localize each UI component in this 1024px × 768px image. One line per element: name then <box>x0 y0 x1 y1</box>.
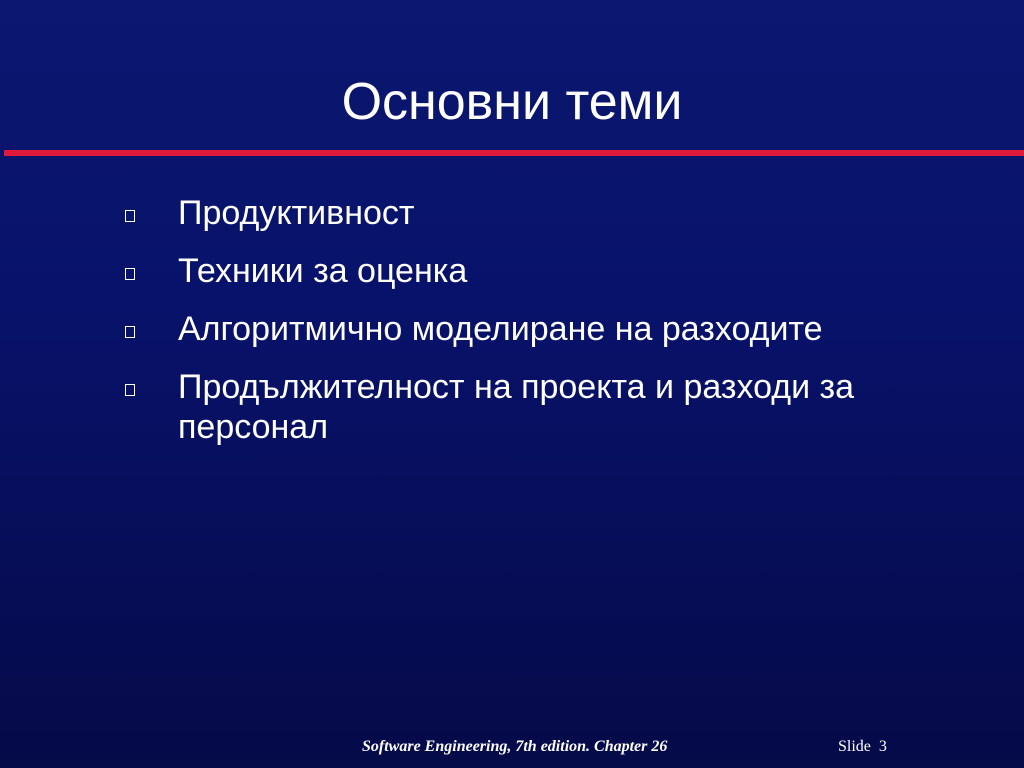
list-item <box>120 309 1000 349</box>
bullet-text: Техники за оценка <box>178 252 468 290</box>
square-bullet-icon <box>125 384 135 396</box>
list-item <box>120 193 1000 233</box>
slide-title: Основни теми <box>341 73 683 131</box>
list-item <box>120 367 1000 447</box>
slide-number: 3 <box>878 738 887 755</box>
list-item <box>120 251 1000 291</box>
footer-citation: Software Engineering, 7th edition. Chapter 26 <box>362 738 668 755</box>
bullet-text: Продуктивност <box>178 194 415 232</box>
slide-label: Slide <box>838 738 871 755</box>
square-bullet-icon <box>125 326 135 338</box>
bullet-list <box>120 193 1000 465</box>
title-divider <box>4 150 1024 156</box>
square-bullet-icon <box>125 268 135 280</box>
square-bullet-icon <box>125 210 135 222</box>
bullet-text: Продължителност на проекта и разходи за персонал <box>178 368 855 446</box>
bullet-text: Алгоритмично моделиране на разходите <box>178 310 823 348</box>
slide-number-block <box>838 738 887 756</box>
